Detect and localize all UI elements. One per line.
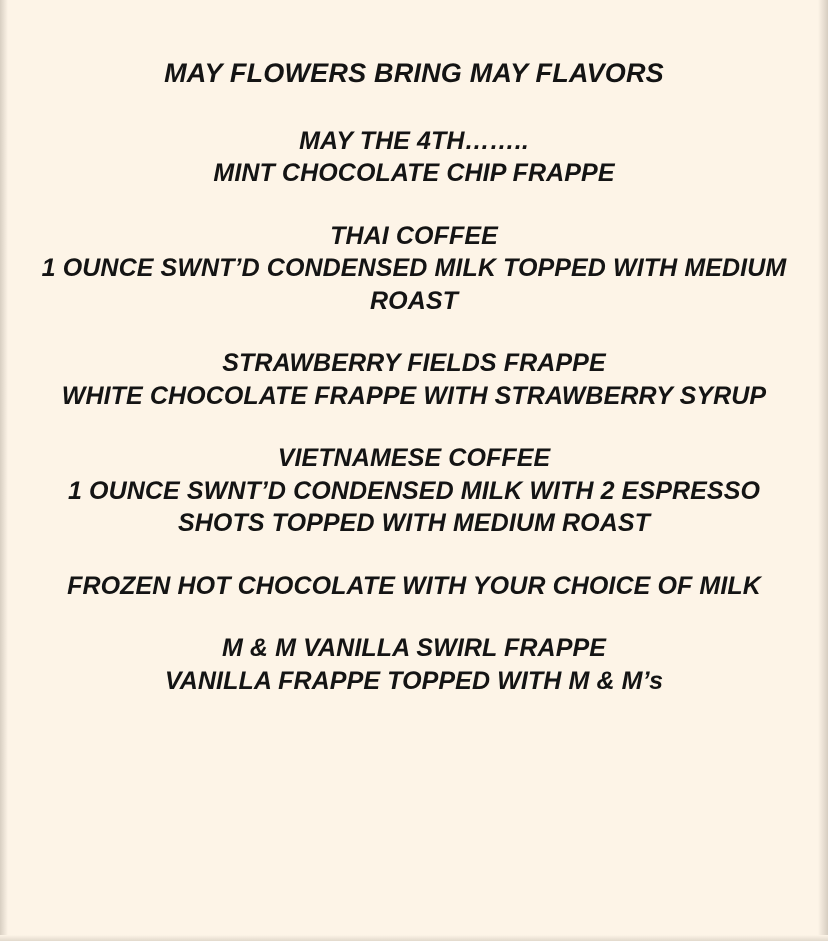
menu-item-title: VIETNAMESE COFFEE <box>277 444 551 473</box>
menu-item-title: STRAWBERRY FIELDS FRAPPE <box>222 349 606 378</box>
menu-item-5 <box>36 570 792 603</box>
menu-item-description: VANILLA FRAPPE TOPPED WITH M & M’s <box>164 666 664 695</box>
menu-item-description: WHITE CHOCOLATE FRAPPE WITH STRAWBERRY SYRUP <box>61 381 767 410</box>
menu-item-description: MINT CHOCOLATE CHIP FRAPPE <box>213 159 615 188</box>
menu-item-description: 1 OUNCE SWNT’D CONDENSED MILK WITH 2 ESPRESSO SHOTS TOPPED WITH MEDIUM ROAST <box>67 476 761 538</box>
menu-item-2 <box>36 220 792 318</box>
menu-item-title: MAY THE 4TH…….. <box>299 126 529 155</box>
menu-item-title: M & M VANILLA SWIRL FRAPPE <box>221 634 607 663</box>
menu-item-title: THAI COFFEE <box>330 221 498 250</box>
menu-item-3 <box>36 347 792 412</box>
page-title: MAY FLOWERS BRING MAY FLAVORS <box>164 58 664 88</box>
menu-item-1 <box>36 125 792 190</box>
menu-item-6 <box>36 632 792 697</box>
menu-item-4 <box>36 442 792 540</box>
menu-item-description: 1 OUNCE SWNT’D CONDENSED MILK TOPPED WITH MEDIUM ROAST <box>41 254 787 315</box>
page-edge-shadow-bottom <box>0 935 828 941</box>
menu-item-title: FROZEN HOT CHOCOLATE WITH YOUR CHOICE OF MILK <box>67 571 761 600</box>
